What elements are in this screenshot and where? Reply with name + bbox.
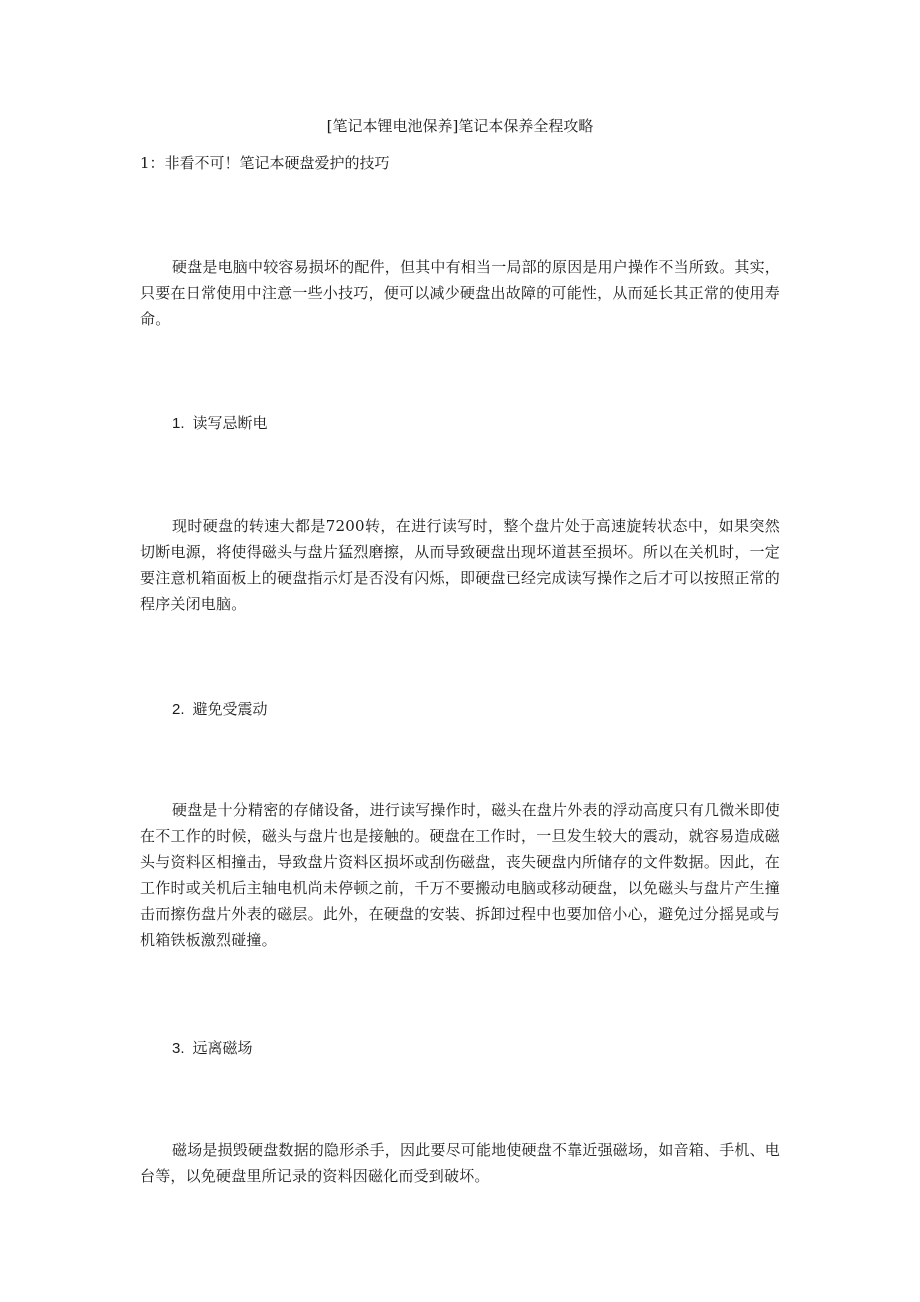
section-heading: 1：非看不可！笔记本硬盘爱护的技巧	[140, 154, 390, 172]
document-title: [笔记本锂电池保养]笔记本保养全程攻略	[326, 117, 594, 135]
intro-paragraph: 硬盘是电脑中较容易损坏的配件，但其中有相当一局部的原因是用户操作不当所致。其实，只要在日常使用中注意一些小技巧，便可以减少硬盘出故障的可能性，从而延长其正常的使用寿命。	[140, 258, 781, 328]
item-heading-text: 读写忌断电	[192, 414, 268, 432]
item-number: 2.	[172, 701, 185, 718]
item-number: 1.	[172, 415, 185, 432]
item-body-3: 磁场是损毁硬盘数据的隐形杀手，因此要尽可能地使硬盘不靠近强磁场，如音箱、手机、电台等，以免硬盘里所记录的资料因磁化而受到破坏。	[140, 1141, 781, 1185]
item-heading-text: 远离磁场	[192, 1039, 253, 1057]
item-number: 3.	[172, 1040, 185, 1057]
item-heading-1	[172, 412, 268, 435]
item-body-2: 硬盘是十分精密的存储设备，进行读写操作时，磁头在盘片外表的浮动高度只有几微米即使在不工作的时候，磁头与盘片也是接触的。硬盘在工作时，一旦发生较大的震动，就容易造成磁头与资料区相撞击，导致盘片资料区损坏或刮伤磁盘，丧失硬盘内所储存的文件数据。因此，在工作时或关机后主轴电机尚未停顿之前，千万不要搬动电脑或移动硬盘，以免磁头与盘片产生撞击而擦伤盘片外表的磁层。此外，在硬盘的安装、拆卸过程中也要加倍小心，避免过分摇晃或与机箱铁板激烈碰撞。	[140, 801, 781, 949]
item-heading-text: 避免受震动	[192, 700, 268, 718]
item-heading-2	[172, 698, 268, 721]
item-body-1: 现时硬盘的转速大都是7200转，在进行读写时，整个盘片处于高速旋转状态中，如果突然切断电源，将使得磁头与盘片猛烈磨擦，从而导致硬盘出现坏道甚至损坏。所以在关机时，一定要注意机箱面板上的硬盘指示灯是否没有闪烁，即硬盘已经完成读写操作之后才可以按照正常的程序关闭电脑。	[140, 517, 780, 613]
item-heading-3	[172, 1037, 253, 1060]
